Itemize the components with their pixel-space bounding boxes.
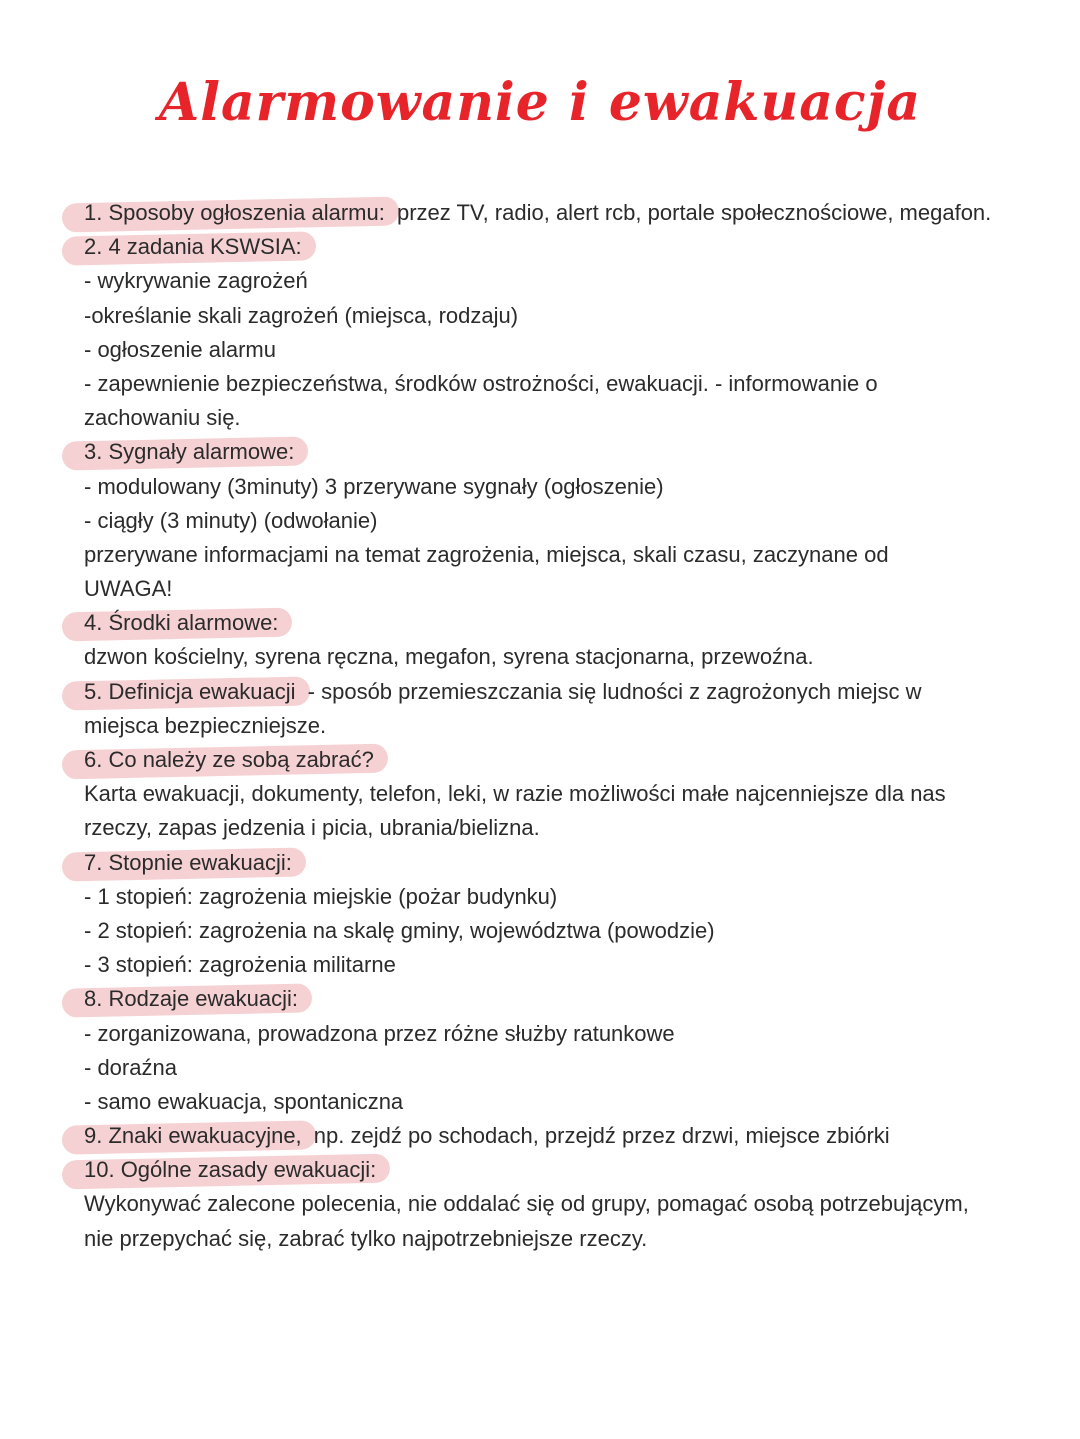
section-2-heading	[84, 230, 1004, 264]
list-item: przerywane informacjami na temat zagrożenia, miejsca, skali czasu, zaczynane od	[84, 541, 889, 567]
list-item: - ogłoszenie alarmu	[84, 336, 276, 362]
section-heading: 10. Ogólne zasady ewakuacji:	[78, 1153, 382, 1187]
section-4-heading	[84, 606, 1004, 640]
section-10-heading	[84, 1153, 1004, 1187]
section-1	[84, 196, 1004, 230]
section-6-heading	[84, 743, 1004, 777]
list-item: - zapewnienie bezpieczeństwa, środków ostrożności, ewakuacji. - informowanie o	[84, 370, 878, 396]
section-heading: 4. Środki alarmowe:	[78, 606, 284, 640]
list-item: - doraźna	[84, 1054, 177, 1080]
section-heading: 1. Sposoby ogłoszenia alarmu:	[78, 196, 391, 230]
list-item: nie przepychać się, zabrać tylko najpotrzebniejsze rzeczy.	[84, 1225, 648, 1251]
list-item: - 3 stopień: zagrożenia militarne	[84, 952, 396, 978]
section-heading: 5. Definicja ewakuacji	[78, 675, 302, 709]
section-heading: 6. Co należy ze sobą zabrać?	[78, 743, 380, 777]
list-item: - modulowany (3minuty) 3 przerywane sygnały (ogłoszenie)	[84, 473, 664, 499]
list-item: - 2 stopień: zagrożenia na skalę gminy, województwa (powodzie)	[84, 917, 715, 943]
section-heading: 2. 4 zadania KSWSIA:	[78, 230, 308, 264]
list-item: -określanie skali zagrożeń (miejsca, rodzaju)	[84, 302, 519, 328]
section-9	[84, 1119, 1004, 1153]
section-3-heading	[84, 435, 1004, 469]
list-item: UWAGA!	[84, 576, 173, 602]
list-item: - samo ewakuacja, spontaniczna	[84, 1088, 404, 1114]
list-item: - ciągły (3 minuty) (odwołanie)	[84, 507, 378, 533]
section-text: - sposób przemieszczania się ludności z zagrożonych miejsc w	[301, 678, 922, 704]
list-item: zachowaniu się.	[84, 405, 241, 431]
list-item: - 1 stopień: zagrożenia miejskie (pożar budynku)	[84, 883, 558, 909]
list-item: Karta ewakuacji, dokumenty, telefon, leki, w razie możliwości małe najcenniejsze dla nas	[84, 781, 946, 807]
section-7-heading	[84, 846, 1004, 880]
section-heading: 8. Rodzaje ewakuacji:	[78, 982, 304, 1016]
list-item: dzwon kościelny, syrena ręczna, megafon, syrena stacjonarna, przewoźna.	[84, 644, 814, 670]
list-item: - zorganizowana, prowadzona przez różne służby ratunkowe	[84, 1020, 675, 1046]
list-item: rzeczy, zapas jedzenia i picia, ubrania/bielizna.	[84, 815, 540, 841]
section-text: przez TV, radio, alert rcb, portale społecznościowe, megafon.	[390, 200, 992, 225]
list-item: Wykonywać zalecone polecenia, nie oddalać się od grupy, pomagać osobą potrzebującym,	[84, 1191, 969, 1217]
section-5	[84, 675, 1004, 709]
list-item: - wykrywanie zagrożeń	[84, 268, 308, 294]
section-text: np. zejdź po schodach, przejdź przez drzwi, miejsce zbiórki	[307, 1123, 890, 1149]
notes-body	[84, 196, 1004, 1256]
section-heading: 7. Stopnie ewakuacji:	[78, 846, 298, 880]
section-heading: 9. Znaki ewakuacyjne,	[78, 1119, 308, 1153]
page-title: Alarmowanie i ewakuacja	[158, 72, 922, 133]
section-8-heading	[84, 982, 1004, 1016]
list-item: miejsca bezpieczniejsze.	[84, 712, 327, 738]
section-heading: 3. Sygnały alarmowe:	[78, 435, 300, 469]
